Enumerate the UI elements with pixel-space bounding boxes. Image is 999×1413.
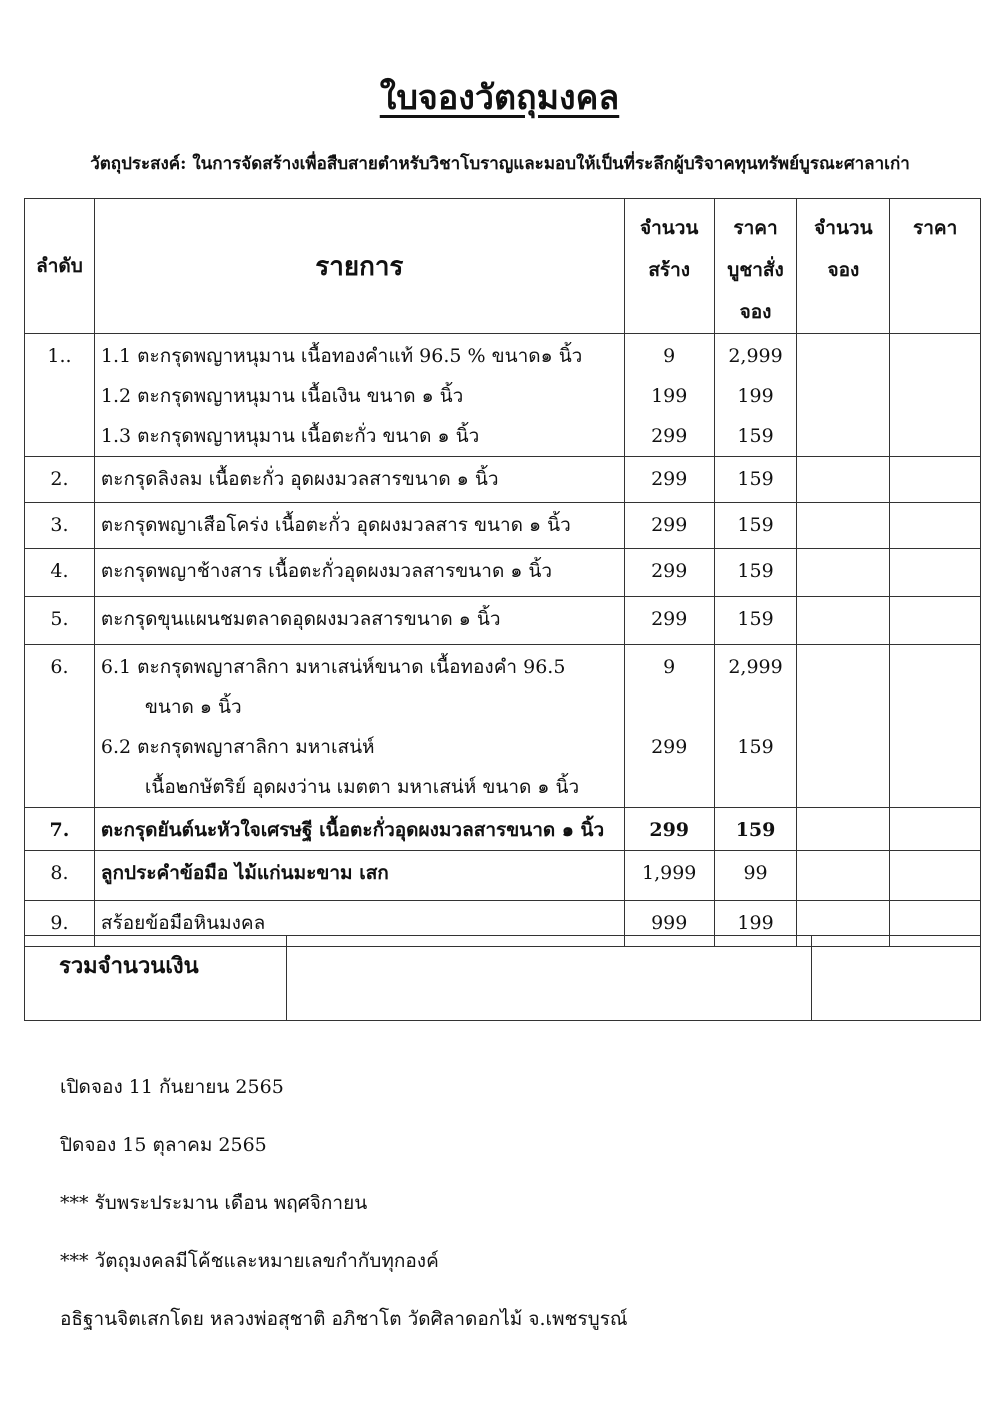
row-number-text: 9. (50, 912, 69, 934)
table-row (25, 549, 981, 597)
header-no: ลำดับ (25, 199, 95, 334)
row-number (25, 597, 95, 645)
total-table (24, 935, 981, 1021)
booking-price (714, 597, 797, 645)
item-description (94, 457, 624, 503)
row-number-text: 7. (49, 819, 70, 841)
note-close-date: ปิดจอง 15 ตุลาคม 2565 (60, 1134, 267, 1156)
table-row (25, 808, 981, 851)
note-blessing: อธิฐานจิตเสกโดย หลวงพ่อสุชาติ อภิชาโต วัดศิลาดอกไม้ จ.เพชรบูรณ์ (60, 1308, 628, 1330)
item-description (94, 808, 624, 851)
item-line: ลูกประคำข้อมือ ไม้แก่นมะขาม เสก (100, 862, 389, 884)
build-qty-value: 1,999 (641, 862, 697, 884)
row-number (25, 549, 95, 597)
booking-amount-input[interactable] (890, 457, 981, 503)
booking-amount-input[interactable] (890, 334, 981, 457)
build-quantity (624, 457, 714, 503)
notes-section (60, 1072, 628, 1362)
row-number-text: 1.. (47, 345, 72, 367)
item-line: เนื้อ๒กษัตริย์ อุดผงว่าน เมตตา มหาเสน่ห์ ขนาด ๑ นิ้ว (144, 776, 580, 798)
total-label: รวมจำนวนเงิน (25, 936, 287, 1021)
item-description (94, 334, 624, 457)
booking-price (714, 334, 797, 457)
table-row (25, 597, 981, 645)
item-description (94, 597, 624, 645)
row-number-text: 6. (50, 656, 69, 678)
item-description (94, 503, 624, 549)
build-qty-value: 9 (663, 656, 676, 678)
build-qty-value: 299 (651, 425, 688, 447)
note-receive: *** รับพระประมาน เดือน พฤศจิกายน (60, 1192, 368, 1214)
total-row (25, 936, 981, 1021)
build-qty-value: 199 (651, 385, 688, 407)
item-line: 6.1 ตะกรุดพญาสาลิกา มหาเสน่ห์ขนาด เนื้อทองคำ 96.5 (100, 656, 566, 678)
table-row (25, 457, 981, 503)
price-value: 99 (743, 862, 768, 884)
header-booking-qty-line: จำนวน (814, 217, 873, 239)
build-quantity (624, 549, 714, 597)
header-booking-qty (797, 199, 890, 334)
item-line: ขนาด ๑ นิ้ว (144, 696, 242, 718)
booking-quantity-input[interactable] (797, 549, 890, 597)
table-row (25, 503, 981, 549)
item-line: ตะกรุดยันต์นะหัวใจเศรษฐี เนื้อตะกั่วอุดผงมวลสารขนาด ๑ นิ้ว (100, 819, 605, 841)
row-number-text: 2. (50, 468, 69, 490)
row-number (25, 334, 95, 457)
header-booking-price (890, 199, 981, 334)
total-blank-cell[interactable] (287, 936, 812, 1021)
price-value: 159 (737, 560, 774, 582)
header-price-line: ราคา (733, 217, 778, 239)
row-number-text: 5. (50, 608, 69, 630)
price-value: 159 (737, 468, 774, 490)
booking-quantity-input[interactable] (797, 457, 890, 503)
booking-quantity-input[interactable] (797, 503, 890, 549)
booking-quantity-input[interactable] (797, 645, 890, 808)
table-row (25, 851, 981, 901)
build-qty-value: 299 (651, 514, 688, 536)
price-value: 2,999 (728, 656, 783, 678)
order-table (24, 198, 981, 947)
build-quantity (624, 334, 714, 457)
price-value: 159 (737, 736, 774, 758)
price-value: 159 (737, 608, 774, 630)
header-build-qty-line: จำนวน (639, 217, 699, 239)
note-open-date: เปิดจอง 11 กันยายน 2565 (60, 1076, 284, 1098)
row-number-text: 4. (50, 560, 69, 582)
booking-price (714, 808, 797, 851)
build-qty-value: 299 (651, 468, 688, 490)
header-price-line: จอง (739, 301, 772, 323)
build-quantity (624, 503, 714, 549)
note-serial: *** วัตถุมงคลมีโค้ชและหมายเลขกำกับทุกองค์ (60, 1250, 439, 1272)
row-number-text: 3. (50, 514, 69, 536)
build-qty-value (631, 687, 708, 727)
booking-quantity-input[interactable] (797, 808, 890, 851)
header-build-qty (624, 199, 714, 334)
item-line: ตะกรุดพญาช้างสาร เนื้อตะกั่วอุดผงมวลสารขนาด ๑ นิ้ว (100, 560, 553, 582)
header-booking-qty-line: จอง (827, 259, 860, 281)
item-description (94, 645, 624, 808)
item-line: ตะกรุดลิงลม เนื้อตะกั่ว อุดผงมวลสารขนาด ๑ นิ้ว (100, 468, 499, 490)
table-row (25, 645, 981, 808)
total-amount-cell[interactable] (812, 936, 981, 1021)
price-value: 159 (737, 514, 774, 536)
booking-amount-input[interactable] (890, 503, 981, 549)
price-value: 159 (735, 819, 776, 841)
item-line: ตะกรุดพญาเสือโคร่ง เนื้อตะกั่ว อุดผงมวลสาร ขนาด ๑ นิ้ว (100, 514, 571, 536)
item-line: ตะกรุดขุนแผนชมตลาดอุดผงมวลสารขนาด ๑ นิ้ว (100, 608, 501, 630)
row-number (25, 851, 95, 901)
item-line: 1.3 ตะกรุดพญาหนุมาน เนื้อตะกั่ว ขนาด ๑ นิ้ว (100, 425, 480, 447)
price-value: 199 (737, 912, 774, 934)
price-value: 159 (737, 425, 774, 447)
booking-price (714, 851, 797, 901)
build-qty-value (631, 767, 708, 807)
purpose-statement: วัตถุประสงค์: ในการจัดสร้างเพื่อสืบสายตำหรับวิชาโบราญและมอบให้เป็นที่ระลึกผู้บริจาคทุนทรัพย์บูรณะศาลาเก่า (90, 154, 910, 174)
build-quantity (624, 851, 714, 901)
header-item: รายการ (94, 199, 624, 334)
row-number (25, 645, 95, 808)
build-qty-value: 299 (651, 736, 688, 758)
item-line: สร้อยข้อมือหินมงคล (100, 912, 266, 934)
booking-amount-input[interactable] (890, 645, 981, 808)
header-booking-price-line: ราคา (913, 217, 958, 239)
item-description (94, 549, 624, 597)
item-line: 1.1 ตะกรุดพญาหนุมาน เนื้อทองคำแท้ 96.5 % ขนาด๑ นิ้ว (100, 345, 583, 367)
header-price (714, 199, 797, 334)
row-number-text: 8. (50, 862, 69, 884)
price-value: 199 (737, 385, 774, 407)
price-value (721, 767, 791, 807)
booking-amount-input[interactable] (890, 597, 981, 645)
header-price-line: บูชาสั่ง (727, 259, 784, 281)
row-number (25, 503, 95, 549)
booking-price (714, 549, 797, 597)
build-qty-value: 9 (663, 345, 676, 367)
row-number (25, 457, 95, 503)
build-qty-value: 299 (649, 819, 690, 841)
build-qty-value: 299 (651, 560, 688, 582)
booking-price (714, 503, 797, 549)
build-qty-value: 299 (651, 608, 688, 630)
document-title: ใบจองวัตถุมงคล (379, 78, 620, 118)
booking-amount-input[interactable] (890, 808, 981, 851)
build-qty-value: 999 (651, 912, 688, 934)
price-value: 2,999 (728, 345, 783, 367)
item-description (94, 851, 624, 901)
price-value (721, 687, 791, 727)
item-line: 1.2 ตะกรุดพญาหนุมาน เนื้อเงิน ขนาด ๑ นิ้ว (100, 385, 464, 407)
booking-quantity-input[interactable] (797, 851, 890, 901)
booking-quantity-input[interactable] (797, 597, 890, 645)
build-quantity (624, 597, 714, 645)
build-quantity (624, 645, 714, 808)
booking-quantity-input[interactable] (797, 334, 890, 457)
row-number (25, 808, 95, 851)
build-quantity (624, 808, 714, 851)
table-header-row (25, 199, 981, 334)
booking-price (714, 645, 797, 808)
booking-amount-input[interactable] (890, 851, 981, 901)
item-line: 6.2 ตะกรุดพญาสาลิกา มหาเสน่ห์ (100, 736, 375, 758)
header-build-qty-line: สร้าง (648, 259, 691, 281)
booking-price (714, 457, 797, 503)
booking-amount-input[interactable] (890, 549, 981, 597)
table-row (25, 334, 981, 457)
